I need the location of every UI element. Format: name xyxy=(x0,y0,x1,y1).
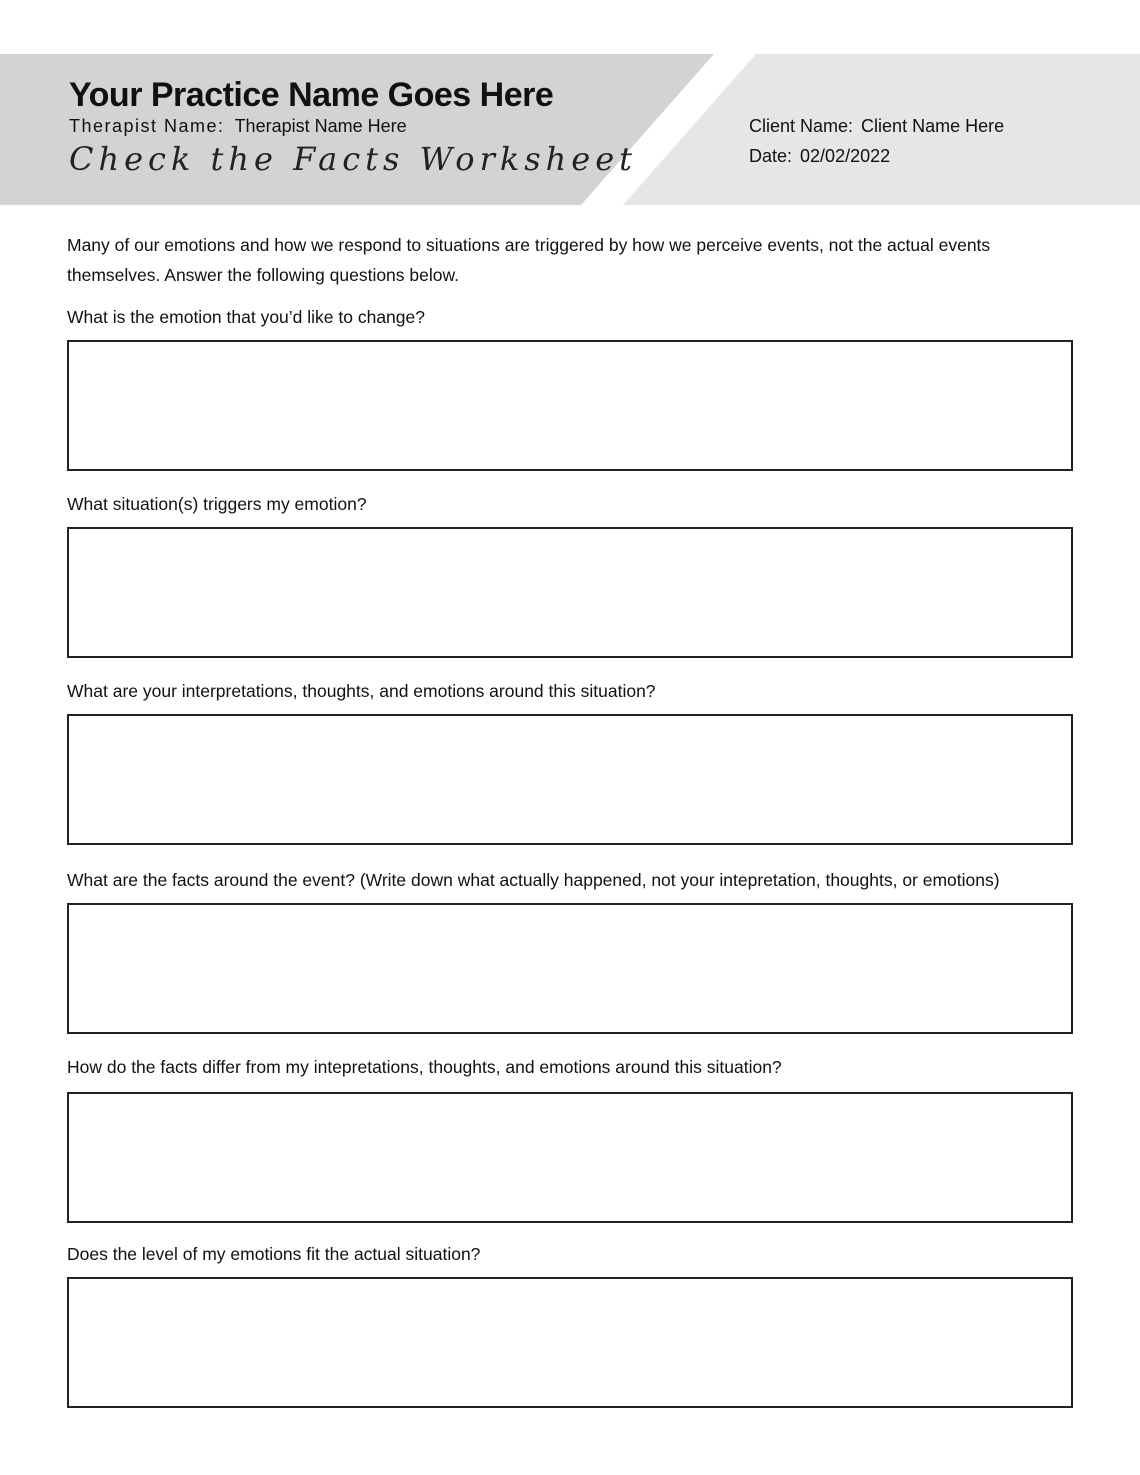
question-label: How do the facts differ from my intepretations, thoughts, and emotions around this situation? xyxy=(67,1057,782,1077)
client-name-value[interactable]: Client Name Here xyxy=(861,116,1005,136)
therapist-name-value[interactable]: Therapist Name Here xyxy=(234,116,407,136)
client-name-label: Client Name: xyxy=(749,116,854,136)
answer-box-facts[interactable] xyxy=(67,903,1073,1034)
client-name-row xyxy=(749,116,1004,137)
question-label: What are your interpretations, thoughts, and emotions around this situation? xyxy=(67,681,656,701)
question-label: What situation(s) triggers my emotion? xyxy=(67,494,367,514)
answer-box-emotion[interactable] xyxy=(67,340,1073,471)
answer-box-differences[interactable] xyxy=(67,1092,1073,1223)
therapist-name-label: Therapist Name: xyxy=(69,116,225,136)
answer-box-emotion-level[interactable] xyxy=(67,1277,1073,1408)
answer-box-interpretations[interactable] xyxy=(67,714,1073,845)
date-label: Date: xyxy=(749,146,793,166)
practice-name: Your Practice Name Goes Here xyxy=(69,76,554,114)
question-label: Does the level of my emotions fit the actual situation? xyxy=(67,1244,481,1264)
date-value[interactable]: 02/02/2022 xyxy=(800,146,891,166)
question-label: What is the emotion that you’d like to change? xyxy=(67,307,425,327)
question-label: What are the facts around the event? (Write down what actually happened, not your intepretation, thoughts, or emotions) xyxy=(67,870,1000,890)
therapist-name-row xyxy=(69,116,407,137)
date-row xyxy=(749,146,890,167)
answer-box-situation[interactable] xyxy=(67,527,1073,658)
intro-text: Many of our emotions and how we respond to situations are triggered by how we perceive events, not the actual events themselves. Answer the following questions below. xyxy=(67,235,991,285)
worksheet-title: Check the Facts Worksheet xyxy=(69,140,638,178)
